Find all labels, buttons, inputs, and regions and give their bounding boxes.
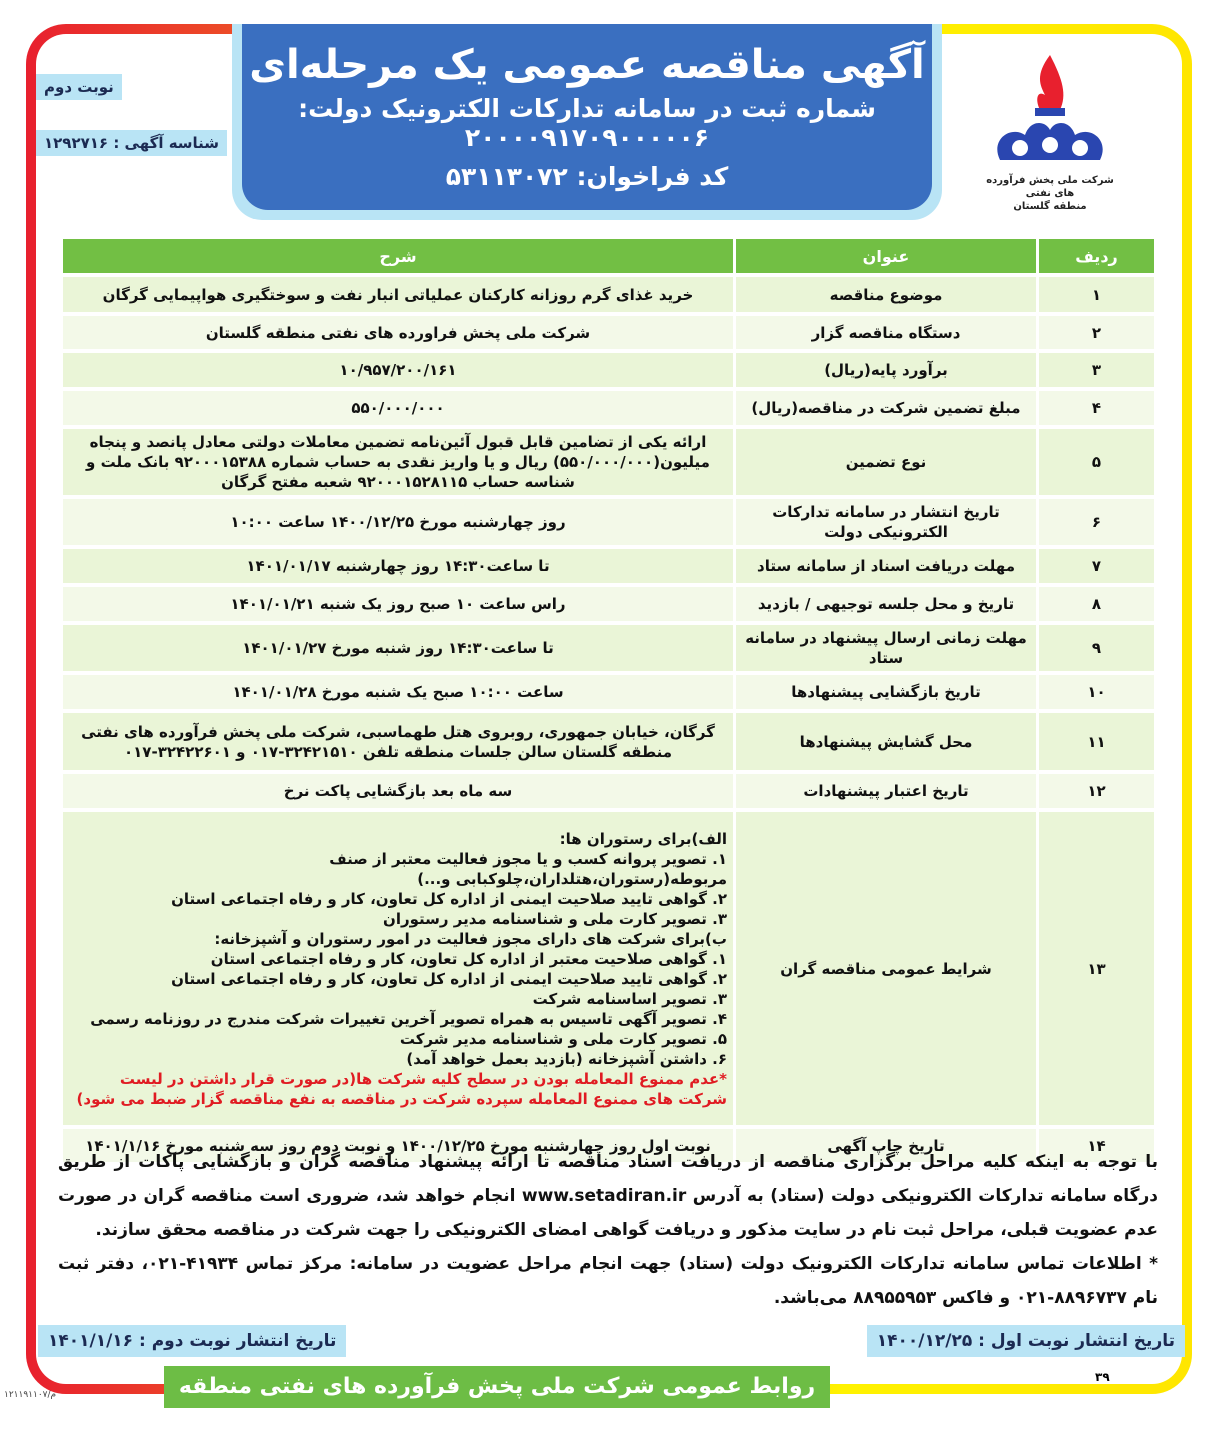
company-logo: شرکت ملی پخش فرآورده های نفتی منطقه گلستان bbox=[975, 50, 1125, 213]
table-row bbox=[63, 391, 1154, 425]
row-number: ۲ bbox=[1039, 316, 1154, 349]
row-description bbox=[63, 812, 733, 1125]
first-publication-date: تاریخ انتشار نوبت اول : ۱۴۰۰/۱۲/۲۵ bbox=[867, 1325, 1185, 1357]
row-title: تاریخ اعتبار پیشنهادات bbox=[736, 774, 1036, 808]
row-description: نوبت اول روز چهارشنبه مورخ ۱۴۰۰/۱۲/۲۵ و نوبت دوم روز سه شنبه مورخ ۱۴۰۱/۱/۱۶ bbox=[63, 1129, 733, 1162]
row-title: شرایط عمومی مناقصه گران bbox=[736, 812, 1036, 1125]
print-code: م/۱۲۱۱۹۱۱۰۷ bbox=[4, 1390, 57, 1400]
row-description: ۵۵۰/۰۰۰/۰۰۰ bbox=[63, 391, 733, 425]
flame-logo-icon bbox=[985, 50, 1115, 170]
table-row bbox=[63, 812, 1154, 1125]
condition-line: ۱. تصویر پروانه کسب و یا مجوز فعالیت معتبر از صنف مربوطه(رستوران،هتلداران،چلوکبابی و...) bbox=[329, 849, 727, 888]
row-number: ۱ bbox=[1039, 277, 1154, 312]
title-box bbox=[232, 24, 942, 220]
second-publication-date: تاریخ انتشار نوبت دوم : ۱۴۰۱/۱/۱۶ bbox=[38, 1325, 346, 1357]
row-description: ساعت ۱۰:۰۰ صبح یک شنبه مورخ ۱۴۰۱/۰۱/۲۸ bbox=[63, 675, 733, 709]
row-description: تا ساعت۱۴:۳۰ روز چهارشنبه ۱۴۰۱/۰۱/۱۷ bbox=[63, 549, 733, 583]
row-number: ۳ bbox=[1039, 353, 1154, 387]
condition-line: ۴. تصویر آگهی تاسیس به همراه تصویر آخرین تغییرات شرکت مندرج در روزنامه رسمی bbox=[90, 1009, 727, 1028]
row-title: نوع تضمین bbox=[736, 429, 1036, 495]
row-title: برآورد پایه(ریال) bbox=[736, 353, 1036, 387]
row-title: موضوع مناقصه bbox=[736, 277, 1036, 312]
row-number: ۷ bbox=[1039, 549, 1154, 583]
row-description: ۱۰/۹۵۷/۲۰۰/۱۶۱ bbox=[63, 353, 733, 387]
header-description: شرح bbox=[63, 239, 733, 273]
row-number: ۱۲ bbox=[1039, 774, 1154, 808]
header-row-number: ردیف bbox=[1039, 239, 1154, 273]
condition-line: ۵. تصویر کارت ملی و شناسنامه مدیر شرکت bbox=[399, 1029, 727, 1048]
public-relations-banner: روابط عمومی شرکت ملی پخش فرآورده های نفتی منطقه گلستان bbox=[164, 1366, 830, 1408]
row-title: مهلت زمانی ارسال پیشنهاد در سامانه ستاد bbox=[736, 625, 1036, 671]
table-row bbox=[63, 675, 1154, 709]
row-title: محل گشایش پیشنهادها bbox=[736, 713, 1036, 770]
footer-notes bbox=[58, 1145, 1158, 1315]
condition-line: ۳. تصویر کارت ملی و شناسنامه مدیر رستوران bbox=[383, 909, 727, 928]
condition-line: ۲. گواهی تایید صلاحیت ایمنی از اداره کل تعاون، کار و رفاه اجتماعی استان bbox=[171, 969, 727, 988]
contact-info: * اطلاعات تماس سامانه تدارکات الکترونیک دولت (ستاد) جهت انجام مراحل عضویت در سامانه: مرکز تماس ۴۱۹۳۴-۰۲۱، دفتر ثبت نام ۸۸۹۶۷۳۷-۰۲۱ و فاکس ۸۸۹۵۵۹۵۳ می‌باشد. bbox=[58, 1254, 1158, 1308]
row-title: تاریخ چاپ آگهی bbox=[736, 1129, 1036, 1162]
row-description: ارائه یکی از تضامین قابل قبول آئین‌نامه تضمین معاملات دولتی معادل پانصد و پنجاه میلیون(۵۵۰/۰۰۰/۰۰۰) ریال و یا واریز نقدی به حساب شماره ۹۲۰۰۰۱۵۳۸۸ بانک ملت و شناسه حساب ۹۲۰۰۰۱۵۲۸۱۱۵ شعبه مفتح گرگان bbox=[63, 429, 733, 495]
table-row bbox=[63, 499, 1154, 545]
row-number: ۱۱ bbox=[1039, 713, 1154, 770]
table-row bbox=[63, 587, 1154, 621]
row-description: راس ساعت ۱۰ صبح روز یک شنبه ۱۴۰۱/۰۱/۲۱ bbox=[63, 587, 733, 621]
page-title: آگهی مناقصه عمومی یک مرحله‌ای bbox=[249, 42, 925, 88]
row-description: روز چهارشنبه مورخ ۱۴۰۰/۱۲/۲۵ ساعت ۱۰:۰۰ bbox=[63, 499, 733, 545]
page-number: ۳۹ bbox=[1095, 1370, 1110, 1384]
round-badge: نوبت دوم bbox=[36, 74, 122, 100]
table-row bbox=[63, 549, 1154, 583]
condition-line: ۱. گواهی صلاحیت معتبر از اداره کل تعاون، کار و رفاه اجتماعی استان bbox=[210, 949, 727, 968]
condition-line: ۲. گواهی تایید صلاحیت ایمنی از اداره کل تعاون، کار و رفاه اجتماعی استان bbox=[171, 889, 727, 908]
row-number: ۱۰ bbox=[1039, 675, 1154, 709]
footer-paragraph: با توجه به اینکه کلیه مراحل برگزاری مناقصه از دریافت اسناد مناقصه تا ارائه پیشنهاد مناقصه گران و بازگشایی پاکات از طریق درگاه سامانه تدارکات الکترونیکی دولت (ستاد) به آدرس www.setadiran.ir انجام خواهد شد، ضروری است مناقصه گران در صورت عدم عضویت قبلی، مراحل ثبت نام در سایت مذکور و دریافت گواهی امضای الکترونیکی را جهت شرکت در مناقصه محقق سازند. bbox=[58, 1152, 1158, 1240]
row-title: تاریخ انتشار در سامانه تدارکات الکترونیکی دولت bbox=[736, 499, 1036, 545]
row-title: مبلغ تضمین شرکت در مناقصه(ریال) bbox=[736, 391, 1036, 425]
row-title: مهلت دریافت اسناد از سامانه ستاد bbox=[736, 549, 1036, 583]
table-row bbox=[63, 625, 1154, 671]
row-number: ۹ bbox=[1039, 625, 1154, 671]
condition-line: ب)برای شرکت های دارای مجوز فعالیت در امور رستوران و آشپزخانه: bbox=[214, 929, 727, 948]
row-number: ۸ bbox=[1039, 587, 1154, 621]
condition-line: ۳. تصویر اساسنامه شرکت bbox=[532, 989, 727, 1008]
table-row bbox=[63, 429, 1154, 495]
ad-id: شناسه آگهی : ۱۲۹۲۷۱۶ bbox=[36, 130, 227, 156]
row-description: گرگان، خیابان جمهوری، روبروی هتل طهماسبی، شرکت ملی پخش فرآورده های نفتی منطقه گلستان سالن جلسات منطقه تلفن ۳۲۴۲۱۵۱۰-۰۱۷ و ۳۲۴۲۲۶۰۱-۰۱۷ bbox=[63, 713, 733, 770]
warning-note: *عدم ممنوع المعامله بودن در سطح کلیه شرکت ها(در صورت قرار داشتن در لیست شرکت های ممنوع المعامله سپرده شرکت در مناقصه به نفع مناقصه گزار ضبط می شود) bbox=[76, 1069, 727, 1108]
registration-number: شماره ثبت در سامانه تدارکات الکترونیک دولت: ۲۰۰۰۰۹۱۷۰۹۰۰۰۰۰۶ bbox=[298, 94, 876, 152]
row-title: تاریخ بازگشایی پیشنهادها bbox=[736, 675, 1036, 709]
row-number: ۶ bbox=[1039, 499, 1154, 545]
row-description: تا ساعت۱۴:۳۰ روز شنبه مورخ ۱۴۰۱/۰۱/۲۷ bbox=[63, 625, 733, 671]
row-number: ۵ bbox=[1039, 429, 1154, 495]
row-title: تاریخ و محل جلسه توجیهی / بازدید bbox=[736, 587, 1036, 621]
table-row bbox=[63, 774, 1154, 808]
tender-table bbox=[60, 235, 1157, 1166]
row-description: سه ماه بعد بازگشایی پاکت نرخ bbox=[63, 774, 733, 808]
row-number: ۱۳ bbox=[1039, 812, 1154, 1125]
header-title: عنوان bbox=[736, 239, 1036, 273]
condition-line: ۶. داشتن آشپزخانه (بازدید بعمل خواهد آمد) bbox=[406, 1049, 727, 1068]
row-description: شرکت ملی پخش فراورده های نفتی منطقه گلستان bbox=[63, 316, 733, 349]
table-row bbox=[63, 353, 1154, 387]
row-title: دستگاه مناقصه گزار bbox=[736, 316, 1036, 349]
row-number: ۴ bbox=[1039, 391, 1154, 425]
condition-line: الف)برای رستوران ها: bbox=[559, 829, 727, 848]
call-code: کد فراخوان: ۵۳۱۱۳۰۷۲ bbox=[445, 162, 729, 191]
row-number: ۱۴ bbox=[1039, 1129, 1154, 1162]
table-row bbox=[63, 277, 1154, 312]
table-row bbox=[63, 316, 1154, 349]
table-row bbox=[63, 713, 1154, 770]
row-description: خرید غذای گرم روزانه کارکنان عملیاتی انبار نفت و سوختگیری هواپیمایی گرگان bbox=[63, 277, 733, 312]
